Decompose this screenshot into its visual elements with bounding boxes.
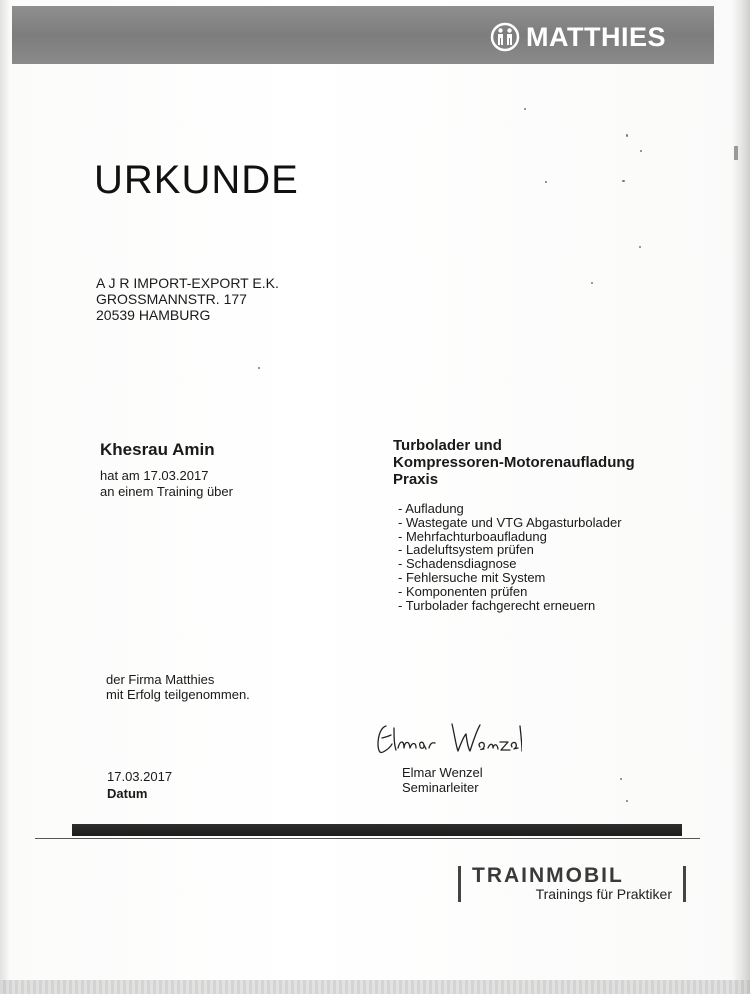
- attendance-text: [100, 468, 233, 500]
- course-title-line: Kompressoren-Motorenaufladung: [393, 454, 635, 471]
- scan-speck: [258, 367, 260, 369]
- scan-speck: [640, 150, 642, 152]
- scan-speck: [626, 800, 628, 802]
- bracket-left-icon: [458, 866, 461, 902]
- signer-name: Elmar Wenzel: [402, 765, 483, 780]
- trainmobil-name: TRAINMOBIL: [472, 864, 624, 887]
- recipient-name: Khesrau Amin: [100, 440, 215, 459]
- scan-speck: [524, 108, 526, 110]
- edge-mark: [734, 146, 738, 160]
- topic-item: - Aufladung: [398, 501, 464, 516]
- brand: [490, 20, 666, 54]
- topic-item: - Schadensdiagnose: [398, 556, 517, 572]
- topic-item: - Turbolader fachgerecht erneuern: [398, 597, 596, 613]
- signature-image: [372, 718, 522, 758]
- bracket-right-icon: [683, 866, 686, 902]
- date-caption: Datum: [107, 786, 148, 801]
- scan-speck: [545, 181, 547, 183]
- topic-item: - Mehrfachturboaufladung: [398, 528, 547, 544]
- scan-speck: [639, 246, 641, 248]
- brand-name: MATTHIES: [526, 21, 666, 52]
- scan-speck: [622, 180, 625, 182]
- topic-item: - Fehlersuche mit System: [398, 569, 546, 585]
- scan-speck: [626, 134, 628, 137]
- course-title-line: Turbolader und: [393, 437, 502, 454]
- topic-item: - Komponenten prüfen: [398, 583, 528, 599]
- address-block: [96, 275, 279, 323]
- document-title: URKUNDE: [94, 158, 299, 202]
- trainmobil-logo: [458, 866, 686, 904]
- scan-speck: [591, 282, 593, 284]
- page-bottom-edge: [0, 980, 750, 994]
- attendance-line: an einem Training über: [100, 484, 233, 499]
- firm-line: mit Erfolg teilgenommen.: [106, 687, 250, 702]
- topic-list: [398, 502, 622, 612]
- signer-block: [402, 765, 483, 795]
- address-line: GROSSMANNSTR. 177: [96, 291, 247, 307]
- scan-speck: [620, 778, 622, 780]
- matthies-logo-icon: [490, 22, 520, 52]
- address-line: 20539 HAMBURG: [96, 307, 211, 323]
- course-title: [393, 437, 635, 488]
- topic-item: - Wastegate und VTG Abgasturbolader: [398, 514, 622, 530]
- firm-line: der Firma Matthies: [106, 672, 215, 687]
- footer-divider: [35, 838, 700, 839]
- firm-text: [106, 672, 250, 702]
- header-bar: [12, 6, 714, 64]
- page-left-edge: [0, 0, 10, 994]
- certificate-date: 17.03.2017: [107, 769, 173, 784]
- attendance-line: hat am 17.03.2017: [100, 468, 209, 483]
- footer-bar: [72, 824, 682, 836]
- course-title-line: Praxis: [393, 471, 439, 488]
- date-block: [107, 768, 172, 802]
- trainmobil-tagline: Trainings für Praktiker: [535, 886, 672, 902]
- address-line: A J R IMPORT-EXPORT E.K.: [96, 275, 279, 291]
- signer-role: Seminarleiter: [402, 780, 479, 795]
- topic-item: - Ladeluftsystem prüfen: [398, 542, 534, 558]
